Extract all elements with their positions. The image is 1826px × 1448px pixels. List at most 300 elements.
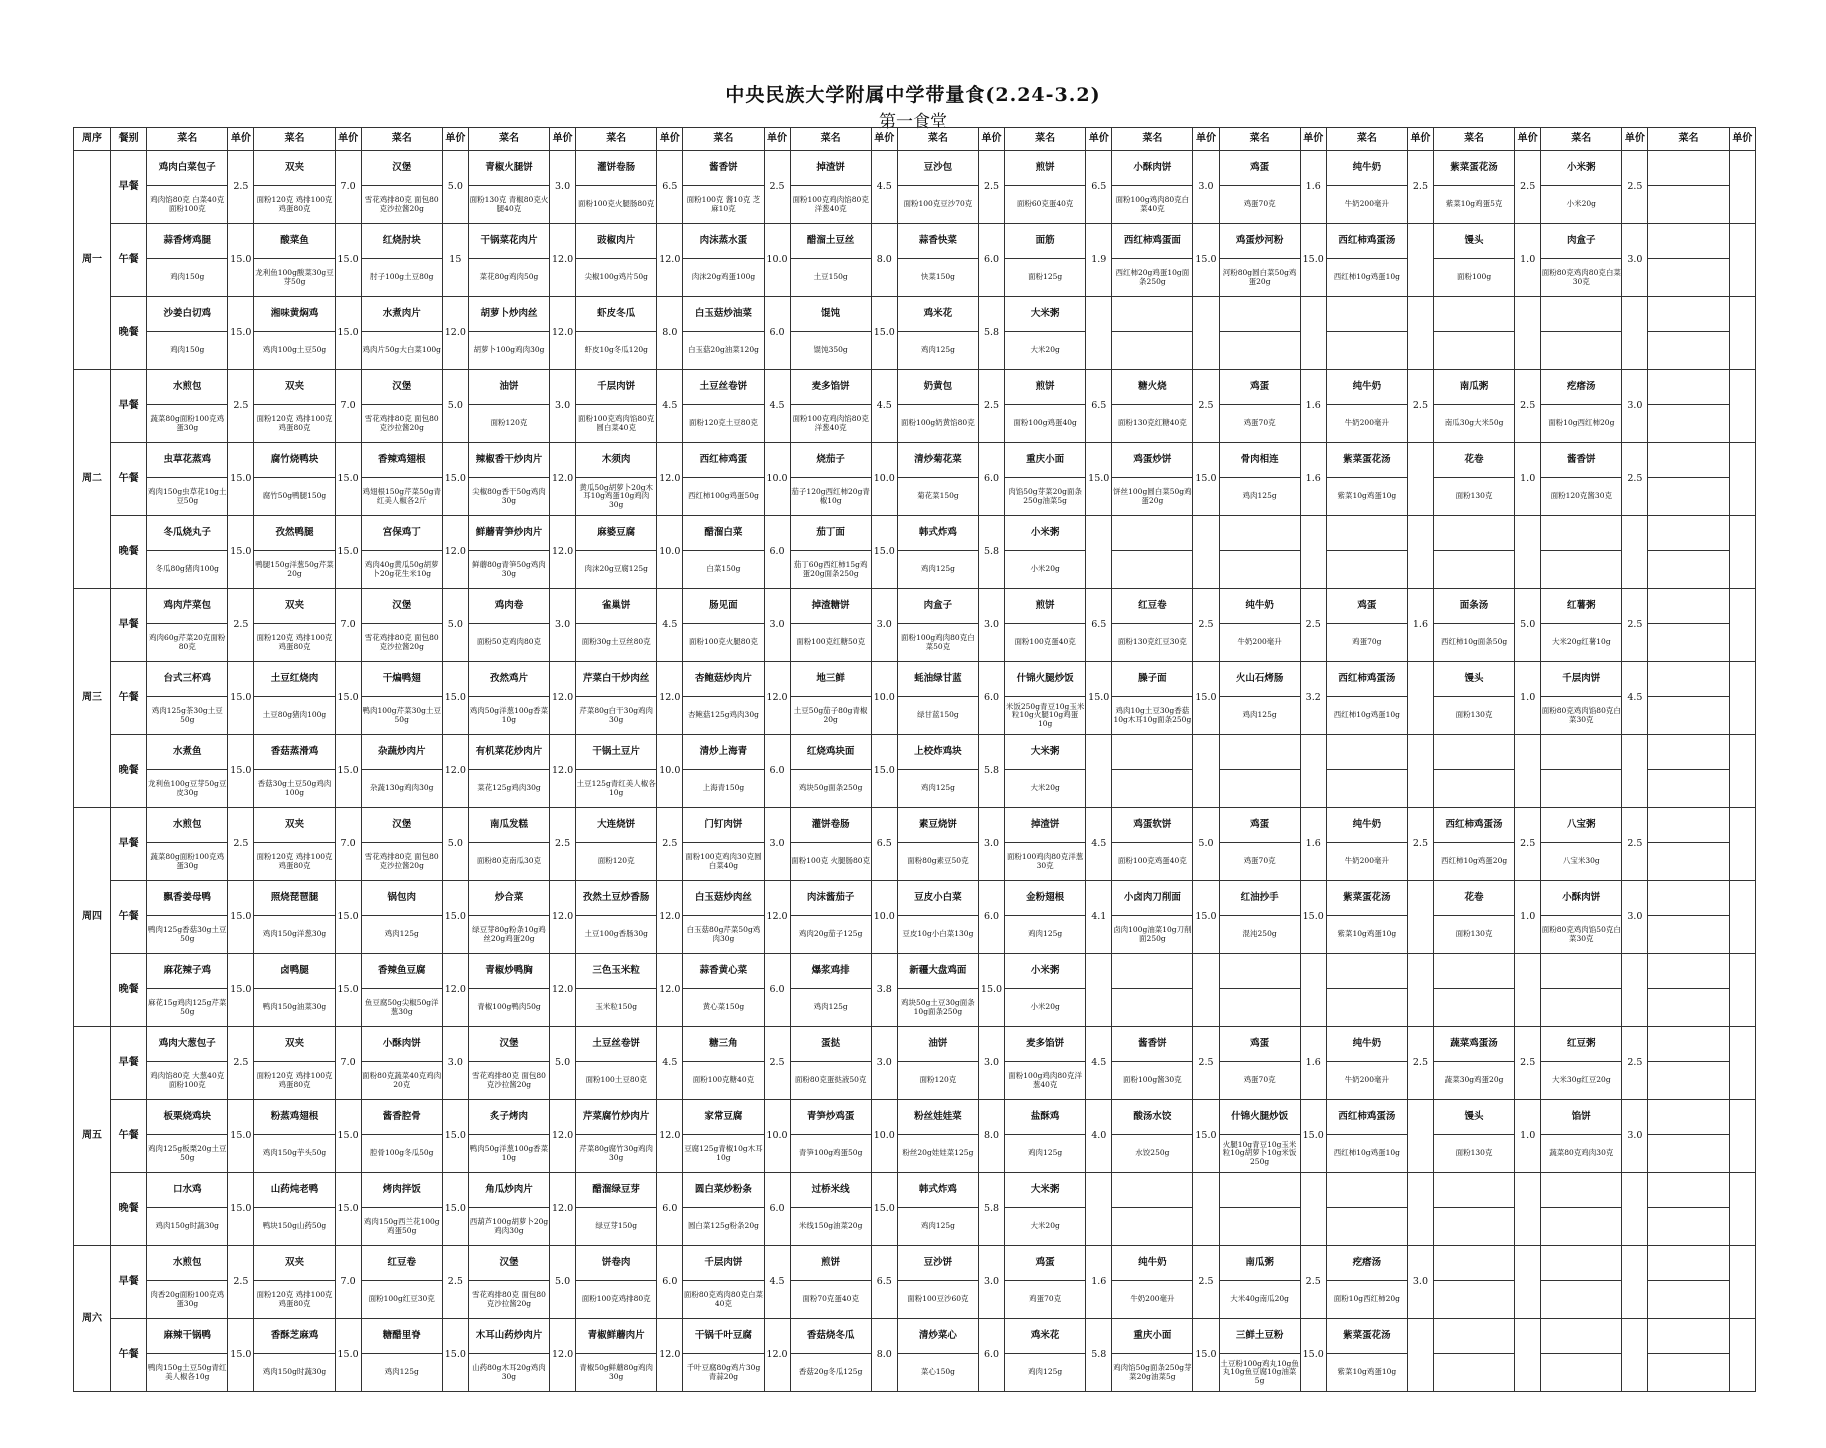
dish-ingredients: 龙利鱼100g豆芽50g豆皮30g bbox=[147, 770, 228, 808]
dish-ingredients: 面粉100g bbox=[1433, 259, 1514, 297]
dish-ingredients bbox=[1648, 843, 1729, 881]
dish-ingredients: 卤肉100g油菜10g刀削面250g bbox=[1112, 916, 1193, 954]
dish-ingredients: 鸡肉50g洋葱100g香菜10g bbox=[468, 697, 549, 735]
dish-name: 青椒鲜蘑肉片 bbox=[576, 1319, 657, 1354]
dish-price: 15.0 bbox=[871, 297, 897, 370]
header-dish-name: 菜名 bbox=[468, 128, 549, 151]
dish-ingredients bbox=[1326, 770, 1407, 808]
dish-price: 4.5 bbox=[657, 370, 683, 443]
dish-price: 15.0 bbox=[335, 1173, 361, 1246]
dish-ingredients: 肉沫20g豆腐125g bbox=[576, 551, 657, 589]
dish-ingredients: 鸡肉125g bbox=[1005, 1354, 1086, 1392]
dish-ingredients bbox=[1112, 332, 1193, 370]
dish-ingredients: 豆腐125g青椒10g木耳10g bbox=[683, 1135, 764, 1173]
header-dish-name: 菜名 bbox=[790, 128, 871, 151]
dish-name bbox=[1648, 589, 1729, 624]
dish-price: 1.0 bbox=[1515, 224, 1541, 297]
dish-ingredients: 鸡块50g面条250g bbox=[790, 770, 871, 808]
dish-ingredients: 鸡肉125g bbox=[1005, 916, 1086, 954]
dish-price: 2.5 bbox=[1622, 1027, 1648, 1100]
dish-ingredients bbox=[1648, 478, 1729, 516]
dish-name: 纯牛奶 bbox=[1326, 370, 1407, 405]
dish-name bbox=[1326, 735, 1407, 770]
dish-price: 5.0 bbox=[550, 1246, 576, 1319]
dish-ingredients: 米线150g油菜20g bbox=[790, 1208, 871, 1246]
dish-ingredients: 大米30g红豆20g bbox=[1541, 1062, 1622, 1100]
dish-price bbox=[1622, 516, 1648, 589]
dish-price: 15.0 bbox=[1193, 224, 1219, 297]
dish-name: 水煮肉片 bbox=[361, 297, 442, 332]
dish-ingredients: 鸡肉125g bbox=[897, 1208, 978, 1246]
dish-name: 干锅菜花肉片 bbox=[468, 224, 549, 259]
dish-ingredients: 麻花15g鸡肉125g芹菜50g bbox=[147, 989, 228, 1027]
dish-price bbox=[1300, 1173, 1326, 1246]
dish-name: 千层肉饼 bbox=[576, 370, 657, 405]
dish-ingredients: 菊花菜150g bbox=[897, 478, 978, 516]
dish-ingredients: 鸡肉20g茄子125g bbox=[790, 916, 871, 954]
dish-name: 三色玉米粒 bbox=[576, 954, 657, 989]
dish-name bbox=[1326, 297, 1407, 332]
dish-name: 麻辣干锅鸭 bbox=[147, 1319, 228, 1354]
dish-ingredients: 南瓜30g大米50g bbox=[1433, 405, 1514, 443]
dish-name: 鸡肉芹菜包 bbox=[147, 589, 228, 624]
dish-name: 过桥米线 bbox=[790, 1173, 871, 1208]
dish-ingredients: 面粉100土豆80克 bbox=[576, 1062, 657, 1100]
dish-ingredients: 土豆150g bbox=[790, 259, 871, 297]
dish-name: 角瓜炒肉片 bbox=[468, 1173, 549, 1208]
meal-label: 早餐 bbox=[111, 589, 147, 662]
dish-price: 2.5 bbox=[1515, 1027, 1541, 1100]
dish-price: 3.8 bbox=[871, 954, 897, 1027]
meal-label: 午餐 bbox=[111, 881, 147, 954]
dish-name: 湘味黄焖鸡 bbox=[254, 297, 335, 332]
dish-name: 南瓜粥 bbox=[1219, 1246, 1300, 1281]
dish-price: 2.5 bbox=[1622, 808, 1648, 881]
dish-name bbox=[1112, 297, 1193, 332]
dish-name: 家常豆腐 bbox=[683, 1100, 764, 1135]
dish-name: 西红柿鸡蛋 bbox=[683, 443, 764, 478]
dish-ingredients: 米饭250g青豆10g玉米粒10g火腿10g鸡蛋10g bbox=[1005, 697, 1086, 735]
dish-price: 2.5 bbox=[228, 1027, 254, 1100]
dish-ingredients: 蔬菜80克鸡肉30克 bbox=[1541, 1135, 1622, 1173]
dish-ingredients: 西红柿10g鸡蛋10g bbox=[1326, 259, 1407, 297]
dish-price: 7.0 bbox=[335, 589, 361, 662]
dish-name: 醋溜白菜 bbox=[683, 516, 764, 551]
dish-name: 红油抄手 bbox=[1219, 881, 1300, 916]
dish-name: 豆沙饼 bbox=[897, 1246, 978, 1281]
dish-name bbox=[1648, 443, 1729, 478]
dish-name: 麻婆豆腐 bbox=[576, 516, 657, 551]
dish-name bbox=[1648, 735, 1729, 770]
dish-price: 5.0 bbox=[550, 1027, 576, 1100]
dish-price bbox=[1407, 954, 1433, 1027]
ingredient-row bbox=[74, 1354, 1756, 1392]
dish-price: 4.5 bbox=[1086, 808, 1112, 881]
dish-ingredients: 面粉100克鸡排80克 bbox=[576, 1281, 657, 1319]
dish-ingredients: 豆皮10g小白菜130g bbox=[897, 916, 978, 954]
dish-name bbox=[1112, 516, 1193, 551]
dish-ingredients: 鸡肉125g bbox=[897, 770, 978, 808]
dish-price: 5.0 bbox=[442, 370, 468, 443]
dish-ingredients: 腐竹50g鸭腿150g bbox=[254, 478, 335, 516]
dish-name: 糖火烧 bbox=[1112, 370, 1193, 405]
dish-ingredients: 龙利鱼100g酸菜30g豆芽50g bbox=[254, 259, 335, 297]
dish-name: 奶黄包 bbox=[897, 370, 978, 405]
dish-name: 汉堡 bbox=[361, 589, 442, 624]
dish-ingredients: 面粉120克酱30克 bbox=[1541, 478, 1622, 516]
dish-ingredients bbox=[1541, 1281, 1622, 1319]
dish-ingredients: 鱼豆腐50g尖椒50g洋葱30g bbox=[361, 989, 442, 1027]
dish-name: 鸡肉大葱包子 bbox=[147, 1027, 228, 1062]
dish-price: 5.0 bbox=[1515, 589, 1541, 662]
dish-ingredients: 牛奶200毫升 bbox=[1112, 1281, 1193, 1319]
dish-price bbox=[1086, 1173, 1112, 1246]
dish-name: 油饼 bbox=[468, 370, 549, 405]
dish-ingredients: 紫菜10g鸡蛋5克 bbox=[1433, 186, 1514, 224]
dish-ingredients: 腔骨100g冬瓜50g bbox=[361, 1135, 442, 1173]
dish-price: 6.5 bbox=[1086, 370, 1112, 443]
dish-price bbox=[1515, 735, 1541, 808]
dish-price: 1.0 bbox=[1515, 1100, 1541, 1173]
dish-name-row bbox=[74, 1246, 1756, 1281]
dish-name: 口水鸡 bbox=[147, 1173, 228, 1208]
dish-name bbox=[1112, 954, 1193, 989]
dish-name: 鸡蛋 bbox=[1219, 151, 1300, 186]
dish-price: 12.0 bbox=[657, 1319, 683, 1392]
dish-name: 宫保鸡丁 bbox=[361, 516, 442, 551]
dish-name bbox=[1541, 1246, 1622, 1281]
dish-ingredients: 面粉100g鸡蛋40g bbox=[1005, 405, 1086, 443]
dish-ingredients: 面粉50克鸡肉80克 bbox=[468, 624, 549, 662]
dish-price: 15.0 bbox=[335, 954, 361, 1027]
dish-price bbox=[1407, 297, 1433, 370]
dish-ingredients: 鸡肉150g时蔬30g bbox=[254, 1354, 335, 1392]
dish-price: 15.0 bbox=[228, 443, 254, 516]
dish-ingredients: 鸡蛋70克 bbox=[1219, 1062, 1300, 1100]
dish-name: 青椒火腿饼 bbox=[468, 151, 549, 186]
document-subtitle: 第一食堂 bbox=[879, 112, 947, 132]
dish-name bbox=[1648, 151, 1729, 186]
dish-price: 15.0 bbox=[871, 516, 897, 589]
dish-name: 酸汤水饺 bbox=[1112, 1100, 1193, 1135]
dish-name: 炒合菜 bbox=[468, 881, 549, 916]
dish-price: 2.5 bbox=[1193, 1027, 1219, 1100]
header-dish-name: 菜名 bbox=[361, 128, 442, 151]
dish-name: 杏鲍菇炒肉片 bbox=[683, 662, 764, 697]
dish-name: 蔬菜鸡蛋汤 bbox=[1433, 1027, 1514, 1062]
header-dish-name: 菜名 bbox=[1112, 128, 1193, 151]
dish-name: 沙姜白切鸡 bbox=[147, 297, 228, 332]
dish-price: 15.0 bbox=[1300, 881, 1326, 954]
dish-price bbox=[1515, 954, 1541, 1027]
dish-name: 紫菜蛋花汤 bbox=[1326, 1319, 1407, 1354]
dish-ingredients bbox=[1326, 1208, 1407, 1246]
dish-name: 三鲜土豆粉 bbox=[1219, 1319, 1300, 1354]
dish-ingredients: 绿豆芽150g bbox=[576, 1208, 657, 1246]
dish-name: 小酥肉饼 bbox=[1541, 881, 1622, 916]
dish-name: 糖醋里脊 bbox=[361, 1319, 442, 1354]
dish-name: 饼卷肉 bbox=[576, 1246, 657, 1281]
dish-ingredients: 面粉120克土豆80克 bbox=[683, 405, 764, 443]
dish-price: 1.6 bbox=[1300, 1027, 1326, 1100]
dish-name bbox=[1433, 954, 1514, 989]
dish-name: 小卤肉刀削面 bbox=[1112, 881, 1193, 916]
dish-name: 肉沫蒸水蛋 bbox=[683, 224, 764, 259]
dish-price: 4.5 bbox=[1622, 662, 1648, 735]
dish-ingredients: 牛奶200毫升 bbox=[1326, 843, 1407, 881]
dish-name bbox=[1112, 735, 1193, 770]
dish-price: 15.0 bbox=[335, 224, 361, 297]
dish-name bbox=[1541, 1173, 1622, 1208]
header-unit-price: 单价 bbox=[1300, 128, 1326, 151]
dish-ingredients: 鸭肉150g土豆50g青红美人椒各10g bbox=[147, 1354, 228, 1392]
dish-ingredients: 鸡肉150g芋头50g bbox=[254, 1135, 335, 1173]
header-unit-price: 单价 bbox=[228, 128, 254, 151]
dish-name: 紫菜蛋花汤 bbox=[1433, 151, 1514, 186]
dish-ingredients: 青椒50g鲜蘑80g鸡肉30g bbox=[576, 1354, 657, 1392]
dish-price: 2.5 bbox=[1622, 151, 1648, 224]
dish-name: 馒头 bbox=[1433, 1100, 1514, 1135]
dish-name: 酱香饼 bbox=[683, 151, 764, 186]
dish-name: 门钉肉饼 bbox=[683, 808, 764, 843]
dish-price: 2.5 bbox=[442, 1246, 468, 1319]
dish-name bbox=[1326, 516, 1407, 551]
dish-ingredients: 雪花鸡排80克 面包80克沙拉酱20g bbox=[361, 405, 442, 443]
dish-price bbox=[1729, 370, 1755, 443]
dish-price: 5.0 bbox=[442, 589, 468, 662]
dish-price: 15.0 bbox=[335, 881, 361, 954]
dish-ingredients: 土豆100g香肠30g bbox=[576, 916, 657, 954]
dish-price: 15.0 bbox=[1193, 881, 1219, 954]
dish-ingredients: 鸡肉125g bbox=[897, 332, 978, 370]
dish-name: 醋溜绿豆芽 bbox=[576, 1173, 657, 1208]
dish-price: 15.0 bbox=[228, 954, 254, 1027]
dish-price: 5.8 bbox=[978, 516, 1004, 589]
header-dish-name: 菜名 bbox=[683, 128, 764, 151]
dish-ingredients: 小米20g bbox=[1541, 186, 1622, 224]
header-unit-price: 单价 bbox=[1407, 128, 1433, 151]
dish-name: 蒜香快菜 bbox=[897, 224, 978, 259]
dish-ingredients: 鸭肉150g油菜30g bbox=[254, 989, 335, 1027]
dish-price bbox=[1515, 516, 1541, 589]
dish-price: 12.0 bbox=[550, 735, 576, 808]
dish-ingredients: 鸭肉100g芹菜30g土豆50g bbox=[361, 697, 442, 735]
dish-price: 10.0 bbox=[764, 1100, 790, 1173]
dish-ingredients: 菜花125g鸡肉30g bbox=[468, 770, 549, 808]
dish-price: 15.0 bbox=[228, 297, 254, 370]
dish-price: 3.2 bbox=[1300, 662, 1326, 735]
dish-ingredients bbox=[1219, 551, 1300, 589]
dish-price: 3.0 bbox=[1622, 370, 1648, 443]
dish-price: 15.0 bbox=[442, 1319, 468, 1392]
dish-name: 蒜香黄心菜 bbox=[683, 954, 764, 989]
dish-name: 煎饼 bbox=[1005, 589, 1086, 624]
dish-ingredients: 面粉100g鸡肉80克白菜40克 bbox=[1112, 186, 1193, 224]
dish-price: 15.0 bbox=[871, 1173, 897, 1246]
dish-name: 芹菜腐竹炒肉片 bbox=[576, 1100, 657, 1135]
dish-ingredients bbox=[1648, 186, 1729, 224]
dish-name: 双夹 bbox=[254, 1246, 335, 1281]
dish-ingredients: 雪花鸡排80克 面包80克沙拉酱20g bbox=[468, 1062, 549, 1100]
dish-price: 6.5 bbox=[871, 808, 897, 881]
dish-price: 6.5 bbox=[1086, 151, 1112, 224]
dish-name: 红豆卷 bbox=[361, 1246, 442, 1281]
dish-name bbox=[1433, 1246, 1514, 1281]
dish-name-row bbox=[74, 1173, 1756, 1208]
dish-ingredients: 面粉130克 bbox=[1433, 1135, 1514, 1173]
dish-price: 8.0 bbox=[871, 1319, 897, 1392]
dish-price: 15 bbox=[442, 224, 468, 297]
dish-name: 双夹 bbox=[254, 370, 335, 405]
dish-price bbox=[1086, 516, 1112, 589]
dish-name: 水煎包 bbox=[147, 808, 228, 843]
dish-price bbox=[1729, 954, 1755, 1027]
dish-name: 双夹 bbox=[254, 808, 335, 843]
dish-name: 台式三杯鸡 bbox=[147, 662, 228, 697]
dish-ingredients bbox=[1219, 332, 1300, 370]
dish-price: 6.0 bbox=[764, 954, 790, 1027]
dish-name bbox=[1112, 1173, 1193, 1208]
dish-price: 2.5 bbox=[978, 151, 1004, 224]
dish-ingredients: 茄子120g西红柿20g青椒10g bbox=[790, 478, 871, 516]
dish-name: 大米粥 bbox=[1005, 735, 1086, 770]
dish-price bbox=[1729, 1319, 1755, 1392]
dish-price: 12.0 bbox=[550, 954, 576, 1027]
header-unit-price: 单价 bbox=[657, 128, 683, 151]
dish-price: 6.0 bbox=[764, 516, 790, 589]
dish-ingredients: 紫菜10g鸡蛋10g bbox=[1326, 1354, 1407, 1392]
dish-price bbox=[1407, 224, 1433, 297]
day-label: 周五 bbox=[74, 1027, 111, 1246]
dish-price: 2.5 bbox=[1407, 151, 1433, 224]
dish-name: 纯牛奶 bbox=[1326, 151, 1407, 186]
dish-price: 10.0 bbox=[871, 881, 897, 954]
dish-name: 干锅千叶豆腐 bbox=[683, 1319, 764, 1354]
dish-name: 爆浆鸡排 bbox=[790, 954, 871, 989]
dish-price: 5.8 bbox=[978, 1173, 1004, 1246]
ingredient-row bbox=[74, 259, 1756, 297]
dish-ingredients: 白玉菇20g油菜120g bbox=[683, 332, 764, 370]
dish-price: 2.5 bbox=[550, 808, 576, 881]
dish-name: 大连烧饼 bbox=[576, 808, 657, 843]
dish-name-row bbox=[74, 1319, 1756, 1354]
dish-price: 15.0 bbox=[442, 443, 468, 516]
dish-ingredients: 八宝米30g bbox=[1541, 843, 1622, 881]
dish-name: 红豆卷 bbox=[1112, 589, 1193, 624]
dish-name: 煎饼 bbox=[790, 1246, 871, 1281]
dish-name: 红豆粥 bbox=[1541, 1027, 1622, 1062]
dish-price bbox=[1729, 881, 1755, 954]
dish-name: 孜然鸡片 bbox=[468, 662, 549, 697]
header-unit-price: 单价 bbox=[1193, 128, 1219, 151]
dish-ingredients: 西红柿20g鸡蛋10g面条250g bbox=[1112, 259, 1193, 297]
dish-name: 照烧琵琶腿 bbox=[254, 881, 335, 916]
dish-price: 1.6 bbox=[1300, 443, 1326, 516]
dish-price bbox=[1300, 735, 1326, 808]
dish-ingredients: 面粉80克鸡肉馅80克白菜30克 bbox=[1541, 697, 1622, 735]
dish-ingredients: 面粉120克 bbox=[468, 405, 549, 443]
dish-ingredients: 白玉菇80g芹菜50g鸡肉30g bbox=[683, 916, 764, 954]
dish-name: 汉堡 bbox=[468, 1246, 549, 1281]
dish-ingredients: 土豆80g猪肉100g bbox=[254, 697, 335, 735]
dish-name: 麦多馅饼 bbox=[790, 370, 871, 405]
ingredient-row bbox=[74, 551, 1756, 589]
dish-ingredients: 西红柿10g鸡蛋20g bbox=[1433, 843, 1514, 881]
dish-name-row bbox=[74, 735, 1756, 770]
dish-ingredients: 绿豆芽80g粉条10g鸡丝20g鸡蛋20g bbox=[468, 916, 549, 954]
dish-ingredients: 青椒100g鸭肉50g bbox=[468, 989, 549, 1027]
dish-name bbox=[1219, 516, 1300, 551]
dish-ingredients: 小米20g bbox=[1005, 551, 1086, 589]
dish-price: 12.0 bbox=[764, 1319, 790, 1392]
dish-name: 馄饨 bbox=[790, 297, 871, 332]
dish-ingredients: 火腿10g青豆10g玉米粒10g胡萝卜10g米饭250g bbox=[1219, 1135, 1300, 1173]
dish-name: 鸡蛋炒河粉 bbox=[1219, 224, 1300, 259]
dish-price: 7.0 bbox=[335, 1246, 361, 1319]
dish-ingredients: 蔬菜80g面粉100克鸡蛋30g bbox=[147, 843, 228, 881]
dish-price: 6.0 bbox=[978, 224, 1004, 297]
header-dish-name: 菜名 bbox=[576, 128, 657, 151]
dish-price: 15.0 bbox=[442, 1173, 468, 1246]
dish-ingredients bbox=[1219, 1208, 1300, 1246]
dish-name: 西红柿鸡蛋面 bbox=[1112, 224, 1193, 259]
dish-name: 南瓜发糕 bbox=[468, 808, 549, 843]
dish-price bbox=[1622, 1246, 1648, 1319]
header-unit-price: 单价 bbox=[764, 128, 790, 151]
dish-ingredients: 鸡肉150g洋葱30g bbox=[254, 916, 335, 954]
dish-price: 2.5 bbox=[1515, 808, 1541, 881]
meal-label: 早餐 bbox=[111, 808, 147, 881]
ingredient-row bbox=[74, 1281, 1756, 1319]
header-dish-name: 菜名 bbox=[254, 128, 335, 151]
dish-ingredients: 面粉100克糖40克 bbox=[683, 1062, 764, 1100]
dish-price: 8.0 bbox=[657, 297, 683, 370]
dish-price: 2.5 bbox=[228, 151, 254, 224]
dish-ingredients bbox=[1433, 770, 1514, 808]
header-dish-name: 菜名 bbox=[897, 128, 978, 151]
dish-price: 15.0 bbox=[1193, 1319, 1219, 1392]
dish-name: 虫草花蒸鸡 bbox=[147, 443, 228, 478]
dish-price: 4.5 bbox=[657, 1027, 683, 1100]
dish-name bbox=[1648, 370, 1729, 405]
dish-price: 12.0 bbox=[657, 224, 683, 297]
dish-ingredients: 鸡肉125g板栗20g土豆50g bbox=[147, 1135, 228, 1173]
dish-price bbox=[1086, 735, 1112, 808]
dish-name-row bbox=[74, 516, 1756, 551]
dish-name: 蚝油绿甘蓝 bbox=[897, 662, 978, 697]
dish-name: 西红柿鸡蛋汤 bbox=[1433, 808, 1514, 843]
dish-name-row bbox=[74, 662, 1756, 697]
header-unit-price: 单价 bbox=[442, 128, 468, 151]
dish-name: 干锅土豆片 bbox=[576, 735, 657, 770]
ingredient-row bbox=[74, 843, 1756, 881]
dish-name: 青椒炒鸭胸 bbox=[468, 954, 549, 989]
header-day: 周序 bbox=[74, 128, 111, 151]
dish-name bbox=[1219, 954, 1300, 989]
dish-ingredients: 鸡肉125g bbox=[361, 916, 442, 954]
dish-ingredients: 水饺250g bbox=[1112, 1135, 1193, 1173]
dish-ingredients: 肉香20g面粉100克鸡蛋30g bbox=[147, 1281, 228, 1319]
dish-price: 5.8 bbox=[978, 735, 1004, 808]
dish-name: 醋溜土豆丝 bbox=[790, 224, 871, 259]
ingredient-row bbox=[74, 478, 1756, 516]
dish-name: 鸡蛋 bbox=[1005, 1246, 1086, 1281]
dish-ingredients: 肉沫20g鸡蛋100g bbox=[683, 259, 764, 297]
dish-name: 香菇烧冬瓜 bbox=[790, 1319, 871, 1354]
dish-name: 面条汤 bbox=[1433, 589, 1514, 624]
dish-ingredients: 面粉120克 bbox=[897, 1062, 978, 1100]
dish-ingredients: 菜心150g bbox=[897, 1354, 978, 1392]
